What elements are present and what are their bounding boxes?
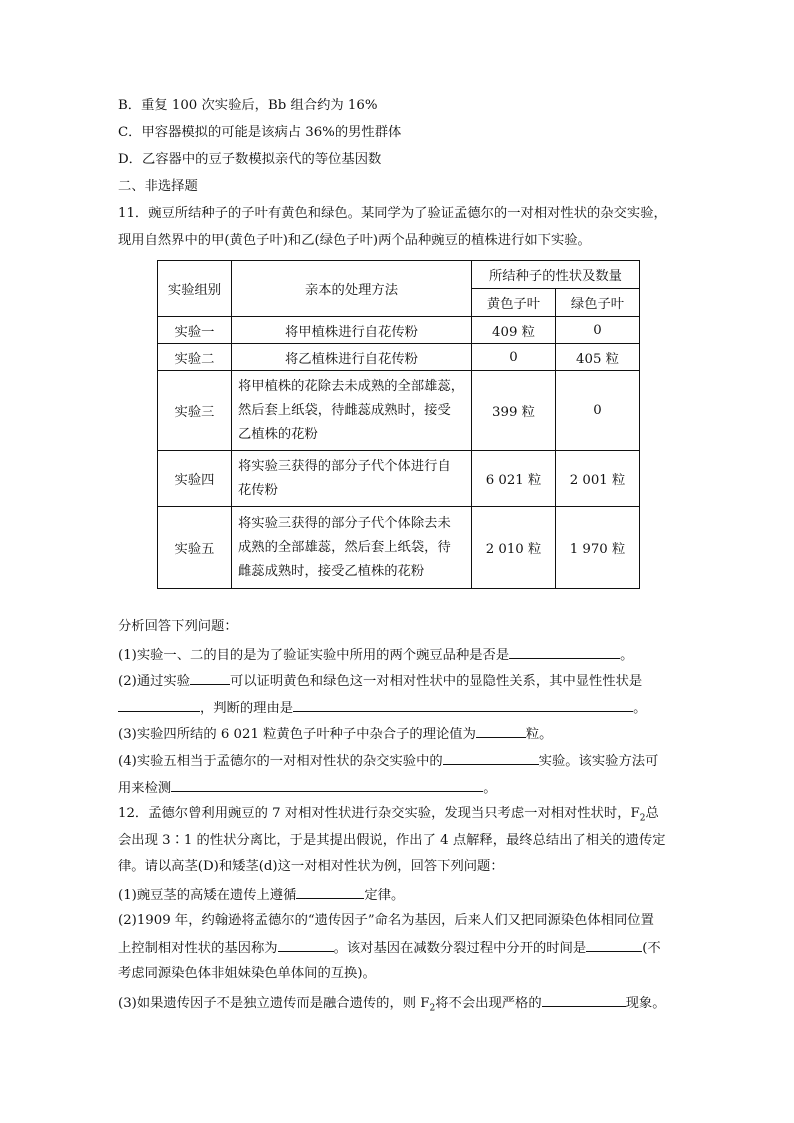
method-line: 乙植株的花粉 (238, 426, 318, 442)
answer-blank[interactable] (278, 938, 334, 952)
answer-blank[interactable] (296, 885, 364, 899)
q11-part2-text: (2)通过实验 (118, 674, 191, 689)
q11-part3-end: 粒。 (525, 727, 553, 742)
cell-group: 实验五 (158, 507, 232, 589)
q12-intro-text2: 总 (645, 806, 659, 821)
q12-part3 (118, 993, 666, 1018)
method-line: 将实验三获得的部分子代个体进行自 (238, 458, 451, 474)
q11-part4-text3: 用来检测 (118, 781, 172, 796)
cell-yellow: 409 粒 (472, 317, 556, 344)
cell-green: 2 001 粒 (556, 451, 640, 507)
q11-part2 (118, 671, 642, 691)
q12-part3-text2: 将不会出现严格的 (435, 996, 542, 1011)
q11-part4-text: (4)实验五相当于孟德尔的一对相对性状的杂交实验中的 (118, 754, 443, 769)
q12-part2-text3: (不 (642, 941, 661, 956)
q12-part1-end: 定律。 (364, 888, 405, 903)
table-row (158, 317, 640, 344)
q12-part3-end: 现象。 (625, 996, 666, 1011)
header-result: 所结种子的性状及数量 (472, 261, 640, 289)
q12-part2-cont (118, 938, 661, 958)
q11-part1-end: 。 (620, 648, 634, 663)
q11-intro-line1: 11．豌豆所结种子的子叶有黄色和绿色。某同学为了验证孟德尔的一对相对性状的杂交实验， (118, 206, 667, 221)
answer-blank[interactable] (476, 724, 526, 738)
table-row (158, 371, 640, 451)
cell-method (232, 451, 472, 507)
cell-green: 1 970 粒 (556, 507, 640, 589)
q12-intro-line1 (118, 805, 659, 828)
answer-blank[interactable] (586, 938, 642, 952)
q11-part4 (118, 751, 658, 771)
header-green: 绿色子叶 (556, 289, 640, 317)
method-line: 将甲植株的花除去未成熟的全部雄蕊， (238, 378, 465, 394)
cell-method: 将乙植株进行自花传粉 (232, 344, 472, 371)
cell-green: 0 (556, 317, 640, 344)
q11-prompt: 分析回答下列问题： (118, 619, 238, 634)
subscript: 2 (639, 813, 646, 824)
q11-intro-line2: 现用自然界中的甲(黄色子叶)和乙(绿色子叶)两个品种豌豆的植株进行如下实验。 (118, 233, 591, 248)
q12-intro-line2: 会出现 3∶1 的性状分离比，于是其提出假说，作出了 4 点解释，最终总结出了相关的遗传定 (118, 833, 666, 848)
q11-part4-cont (118, 778, 496, 798)
q12-intro-line3: 律。请以高茎(D)和矮茎(d)这一对相对性状为例，回答下列问题： (118, 859, 504, 874)
q11-part2-cont (118, 698, 646, 718)
q11-part4-end: 。 (483, 781, 497, 796)
cell-yellow: 2 010 粒 (472, 507, 556, 589)
cell-green: 405 粒 (556, 344, 640, 371)
answer-blank[interactable] (190, 671, 230, 685)
q11-part2-text3: ，判断的理由是 (200, 701, 294, 716)
q12-part2-text: 上控制相对性状的基因称为 (118, 941, 278, 956)
q12-part1-text: (1)豌豆茎的高矮在遗传上遵循 (118, 888, 297, 903)
option-b: B．重复 100 次实验后，Bb 组合约为 16% (118, 98, 378, 113)
cell-yellow: 0 (472, 344, 556, 371)
cell-group: 实验一 (158, 317, 232, 344)
option-c: C．甲容器模拟的可能是该病占 36%的男性群体 (118, 125, 402, 140)
cell-green: 0 (556, 371, 640, 451)
q11-part2-text2: 可以证明黄色和绿色这一对相对性状中的显隐性关系，其中显性性状是 (230, 674, 643, 689)
q12-intro-text: 12．孟德尔曾利用豌豆的 7 对相对性状进行杂交实验，发现当只考虑一对相对性状时，F (118, 806, 640, 821)
cell-group: 实验二 (158, 344, 232, 371)
answer-blank[interactable] (443, 751, 539, 765)
table-row (158, 451, 640, 507)
header-yellow: 黄色子叶 (472, 289, 556, 317)
cell-method: 将甲植株进行自花传粉 (232, 317, 472, 344)
q11-part1-text: (1)实验一、二的目的是为了验证实验中所用的两个豌豆品种是否是 (118, 648, 510, 663)
method-line: 雌蕊成熟时，接受乙植株的花粉 (238, 563, 425, 579)
cell-yellow: 6 021 粒 (472, 451, 556, 507)
q12-part3-text: (3)如果遗传因子不是独立遗传而是融合遗传的，则 F (118, 996, 430, 1011)
table-row (158, 507, 640, 589)
method-line: 然后套上纸袋，待雌蕊成熟时，接受 (238, 402, 451, 418)
q11-part3 (118, 724, 552, 744)
section-heading: 二、非选择题 (118, 179, 198, 194)
q11-part2-end: 。 (633, 701, 647, 716)
header-group: 实验组别 (158, 261, 232, 317)
subscript: 2 (429, 1003, 436, 1014)
answer-blank[interactable] (118, 698, 200, 712)
answer-blank[interactable] (542, 993, 626, 1007)
answer-blank[interactable] (293, 698, 633, 712)
q11-part1 (118, 645, 633, 665)
cell-method (232, 507, 472, 589)
q12-part2-text2: 。该对基因在减数分裂过程中分开的时间是 (333, 941, 587, 956)
cell-method (232, 371, 472, 451)
method-line: 花传粉 (238, 482, 278, 498)
q12-part2-cont2: 考虑同源染色体非姐妹染色单体间的互换)。 (118, 966, 376, 981)
q12-part2: (2)1909 年，约翰逊将孟德尔的“遗传因子”命名为基因，后来人们又把同源染色体相同位置 (118, 913, 654, 928)
q12-part1 (118, 885, 404, 905)
cell-group: 实验三 (158, 371, 232, 451)
method-line: 成熟的全部雄蕊，然后套上纸袋，待 (238, 539, 451, 555)
table-row (158, 344, 640, 371)
answer-blank[interactable] (509, 645, 620, 659)
method-line: 将实验三获得的部分子代个体除去未 (238, 515, 451, 531)
header-method: 亲本的处理方法 (232, 261, 472, 317)
cell-group: 实验四 (158, 451, 232, 507)
cell-yellow: 399 粒 (472, 371, 556, 451)
option-d: D．乙容器中的豆子数模拟亲代的等位基因数 (118, 152, 382, 167)
answer-blank[interactable] (171, 778, 483, 792)
experiment-table (157, 260, 640, 589)
q11-part3-text: (3)实验四所结的 6 021 粒黄色子叶种子中杂合子的理论值为 (118, 727, 476, 742)
q11-part4-text2: 实验。该实验方法可 (538, 754, 659, 769)
